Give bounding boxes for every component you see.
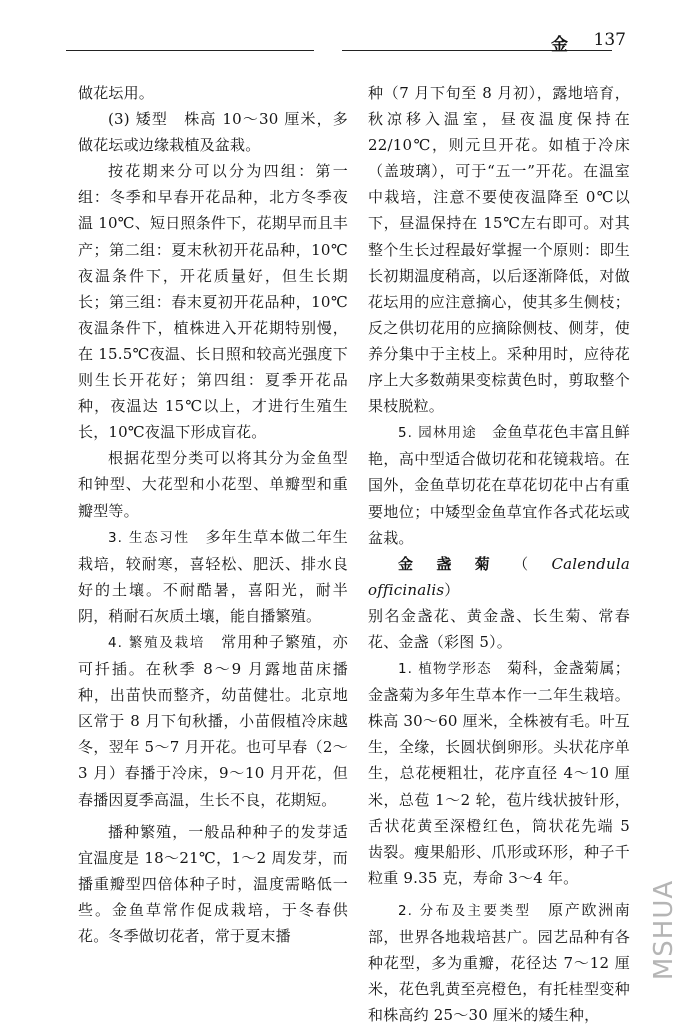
paragraph-text: 常用种子繁殖，亦可扦插。在秋季 8～9 月露地苗床播种，出苗快而整齐，幼苗健壮。北京地区常于 8 月下旬秋播，小苗假植冷床越冬，翌年 5～7 月开花。也可早春（2～3 月）春播于冷床，9～10 月开花，但春播因夏季高温，生长不良，花期短。 <box>78 632 348 809</box>
running-head-title: 金 <box>551 35 568 55</box>
watermark <box>648 865 680 995</box>
paragraph <box>368 655 630 891</box>
section-heading: 1. 植物学形态 <box>398 661 492 678</box>
section-heading: 3. 生态习性 <box>108 529 190 546</box>
header-rule-left <box>66 50 314 51</box>
paragraph <box>78 629 348 813</box>
paragraph: 播种繁殖，一般品种种子的发芽适宜温度是 18～21℃，1～2 周发芽，而播重瓣型四倍体种子时，温度需略低一些。金鱼草常作促成栽培，于冬春供花。冬季做切花者，常于夏末播 <box>78 822 348 945</box>
right-column <box>368 80 630 1028</box>
left-column <box>78 80 348 949</box>
entry-title-line: 金盏菊（Calendula officinalis） <box>368 554 630 599</box>
paragraph: 种（7 月下旬至 8 月初），露地培育，秋凉移入温室，昼夜温度保持在 22/10℃，则元旦开花。如植于冷床（盖玻璃），可于“五一”开花。在温室中栽培，注意不要使夜温降至 0℃以下，昼温保持在 15℃左右即可。对其整个生长过程最好掌握一个原则：即生长初期温度稍高，以后逐渐降低，对做花坛用的应注意摘心，使其多生侧枝；反之供切花用的应摘除侧枝、侧芽，使养分集中于主枝上。采种用时，应待花序上大多数蒴果变棕黄色时，剪取整个果枝脱粒。 <box>368 84 630 416</box>
watermark-text: MSHUA <box>649 879 679 981</box>
section-heading: 4. 繁殖及栽培 <box>108 634 206 651</box>
paragraph: 根据花型分类可以将其分为金鱼型和钟型、大花型和小花型、单瓣型和重瓣型等。 <box>78 449 348 520</box>
page-header <box>60 30 626 58</box>
paragraph-text: 菊科，金盏菊属；金盏菊为多年生草本作一二年生栽培。株高 30～60 厘米，全株被有毛。叶互生，全缘，长圆状倒卵形。头状花序单生，总花梗粗壮，花序直径 4～10 厘米，总苞 1～2 轮，苞片线状披针形，舌状花黄至深橙红色，筒状花先端 5 齿裂。瘦果船形、爪形或环形，种子千粒重 9.35 克，寿命 3～4 年。 <box>368 659 630 887</box>
latin-name: Calendula officinalis <box>368 554 630 599</box>
paragraph: 做花坛用。 <box>78 84 155 102</box>
section-heading: 5. 园林用途 <box>398 425 477 442</box>
paragraph <box>368 897 630 1028</box>
paragraph-text: 多年生草本做二年生栽培，较耐寒，喜轻松、肥沃、排水良好的土壤。不耐酷暑，喜阳光，耐半阴，稍耐石灰质土壤，能自播繁殖。 <box>78 527 349 625</box>
paragraph-text: 金鱼草花色丰富且鲜艳，高中型适合做切花和花镜栽培。在国外，金鱼草切花在草花切花中占有重要地位；中矮型金鱼草宜作各式花坛或盆栽。 <box>368 423 631 547</box>
paragraph: 按花期来分可以分为四组：第一组：冬季和早春开花品种，北方冬季夜温 10℃、短日照条件下，花期早而且丰产；第二组：夏末秋初开花品种，10℃夜温条件下，开花质量好，但生长期长；第三组：春末夏初开花品种，10℃夜温条件下，植株进入开花期特别慢，在 15.5℃夜温、长日照和较高光强度下则生长开花好；第四组：夏季开花品种，夜温达 15℃以上，才进行生殖生长，10℃夜温下形成盲花。 <box>78 162 348 442</box>
page-number: 137 <box>593 30 626 50</box>
section-heading: 2. 分布及主要类型 <box>398 902 532 919</box>
paragraph <box>368 419 630 550</box>
paragraph: 别名金盏花、黄金盏、长生菊、常春花、金盏（彩图 5）。 <box>368 606 630 651</box>
header-rule-right <box>342 50 612 51</box>
paragraph-text: 原产欧洲南部，世界各地栽培甚广。园艺品种有各种花型，多为重瓣，花径达 7～12 厘米，花色乳黄至亮橙色，有托桂型变种和株高约 25～30 厘米的矮生种， <box>368 900 630 1025</box>
paragraph <box>78 524 348 629</box>
entry-title: 金盏菊 <box>398 554 514 573</box>
paragraph: (3) 矮型 株高 10～30 厘米，多做花坛或边缘栽植及盆栽。 <box>78 110 348 155</box>
